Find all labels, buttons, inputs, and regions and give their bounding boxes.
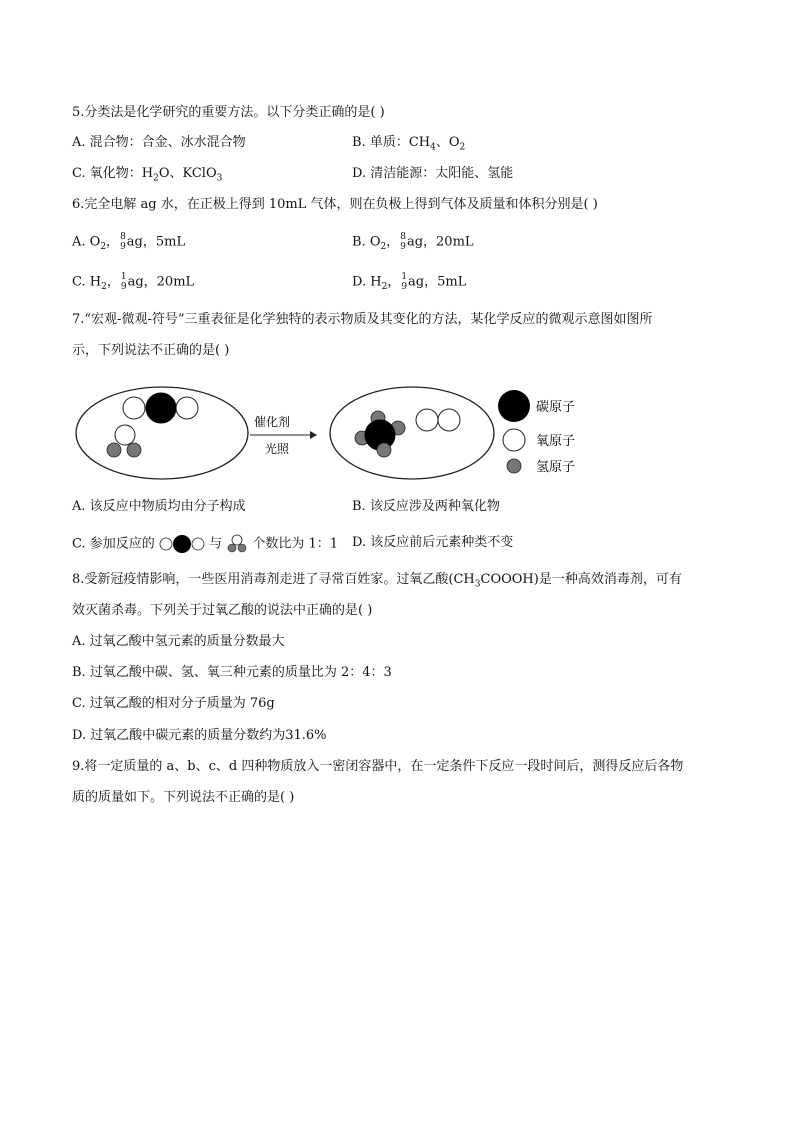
q6-option-d: D. $H_2$， 1 9 ag，5mL [352, 272, 467, 293]
q8-option-d: D. 过氧乙酸中碳元素的质量分数约为31.6% [72, 728, 327, 743]
q5-option-c: C. 氧化物：$H_2O$、KClO$_3$ [72, 166, 223, 184]
q9-stem-line1: 9.将一定质量的 a、b、c、d 四种物质放入一密闭容器中，在一定条件下反应一段时间后，测得反应后各物 [72, 759, 684, 774]
q8-stem-line2: 效灭菌杀毒。下列关于过氧乙酸的说法中正确的是( ) [72, 603, 373, 618]
oxygen-atom [416, 409, 438, 431]
oxygen-atom [176, 397, 198, 419]
hydrogen-atom [127, 443, 141, 457]
oxygen-atom [115, 425, 135, 445]
oxygen-atom [123, 397, 145, 419]
q5-stem: 5.分类法是化学研究的重要方法。以下分类正确的是( ) [72, 105, 385, 120]
legend-oxygen-icon [503, 429, 525, 451]
legend-hydrogen-icon [507, 459, 521, 473]
water-molecule-icon [226, 534, 248, 554]
reaction-diagram [72, 378, 592, 488]
q8-option-a: A. 过氧乙酸中氢元素的质量分数最大 [72, 634, 285, 649]
q7-option-c: C. 参加反应的 与 个数比为 1：1 [72, 534, 338, 554]
q5-option-d: D. 清洁能源：太阳能、氢能 [352, 166, 514, 181]
q5-option-a: A. 混合物：合金、冰水混合物 [72, 135, 246, 150]
reaction-arrow-head [310, 431, 317, 439]
products-ellipse [330, 387, 494, 479]
q9-stem-line2: 质的质量如下。下列说法不正确的是( ) [72, 790, 295, 805]
q7-stem-line1: 7.“宏观-微观-符号”三重表征是化学独特的表示物质及其变化的方法，某化学反应的微观示意图如图所 [72, 312, 653, 327]
q8-option-b: B. 过氧乙酸中碳、氢、氧三种元素的质量比为 2：4：3 [72, 665, 392, 680]
hydrogen-atom [377, 443, 391, 457]
co2-molecule-icon [159, 535, 205, 553]
hydrogen-atom [107, 443, 121, 457]
legend-oxygen-label: 氧原子 [536, 433, 576, 448]
q8-stem-line1: 8.受新冠疫情影响，一些医用消毒剂走进了寻常百姓家。过氧乙酸$(CH_3COOOH)$是一种高效消毒剂，可有 [72, 572, 682, 590]
arrow-label-light: 光照 [264, 442, 290, 456]
legend-hydrogen-label: 氢原子 [536, 459, 576, 474]
legend-carbon-label: 碳原子 [536, 399, 576, 414]
legend-carbon-icon [498, 390, 530, 422]
q7-option-b: B. 该反应涉及两种氧化物 [352, 499, 500, 514]
q7-option-a: A. 该反应中物质均由分子构成 [72, 499, 246, 514]
q6-option-b: B. $O_2$， 8 9 ag，20mL [352, 232, 474, 253]
arrow-label-catalyst: 催化剂 [253, 415, 291, 429]
q6-option-a: A. $O_2$， 8 9 ag，5mL [72, 232, 186, 253]
q6-stem: 6.完全电解 ag 水，在正极上得到 10mL 气体，则在负极上得到气体及质量和体积分别是( ) [72, 197, 598, 212]
carbon-atom [146, 393, 176, 423]
q6-option-c: C. $H_2$， 1 9 ag，20mL [72, 272, 195, 293]
oxygen-atom [438, 409, 460, 431]
q7-stem-line2: 示，下列说法不正确的是( ) [72, 343, 230, 358]
q5-option-b: B. 单质：$CH_4$、$O_2$ [352, 135, 466, 153]
q8-option-c: C. 过氧乙酸的相对分子质量为 76g [72, 696, 275, 711]
q7-option-d: D. 该反应前后元素种类不变 [352, 535, 514, 550]
